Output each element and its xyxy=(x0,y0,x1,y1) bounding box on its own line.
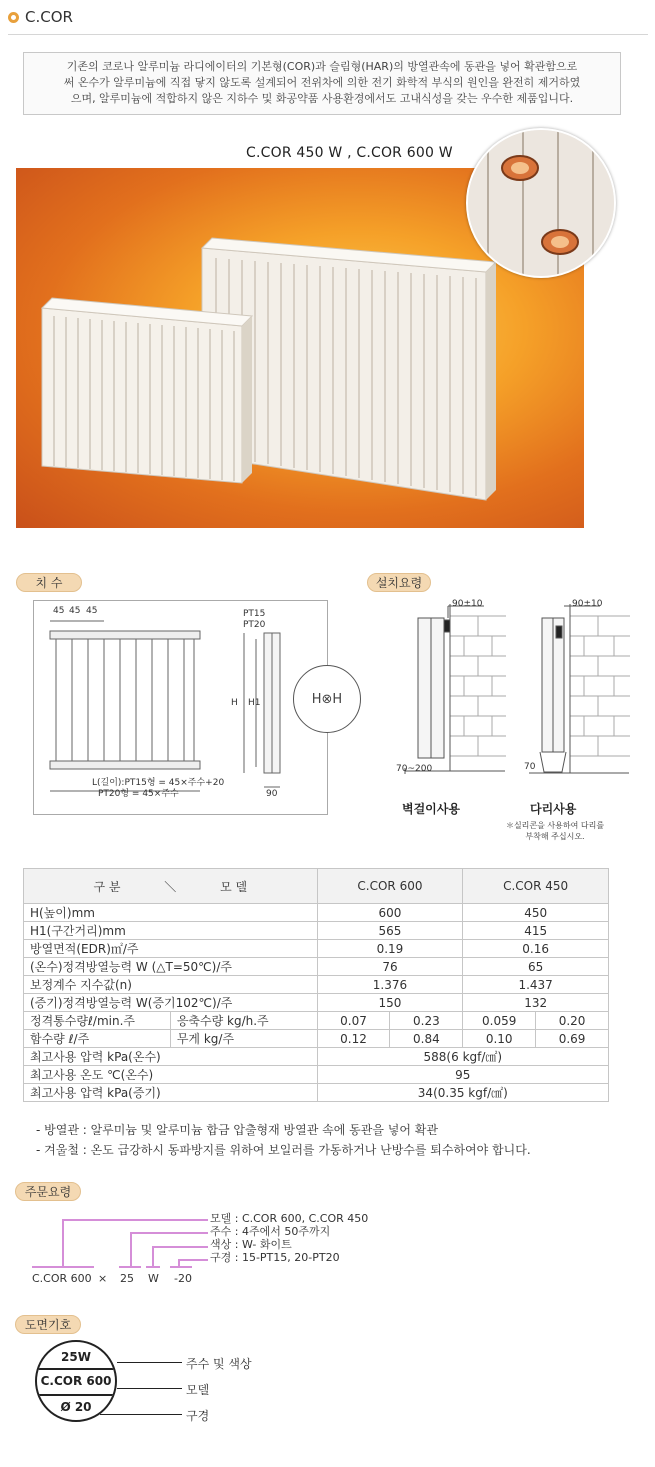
intro-line: 기존의 코로나 알루미늄 라디에이터의 기본형(COR)과 슬림형(HAR)의 방열관속에 동관을 넣어 확관함으로 xyxy=(66,60,578,73)
header-divider xyxy=(8,34,648,35)
order-label-model: 모델 : C.COR 600, C.COR 450 xyxy=(210,1212,369,1225)
notes xyxy=(36,1120,531,1160)
table-row: H1(구간거리)mm 565 415 xyxy=(24,922,609,940)
symbol-label-bot: 구경 xyxy=(186,1409,210,1423)
radiator-small xyxy=(42,298,252,483)
order-code-model: C.COR 600 xyxy=(32,1272,92,1285)
order-code-x: × xyxy=(98,1272,108,1285)
section-title-install: 설치요령 xyxy=(367,573,431,592)
pipe-detail-circle: H⊗H xyxy=(293,665,361,733)
section-title-symbol: 도면기호 xyxy=(15,1315,81,1334)
table-row: 최고사용 압력 kPa(증기) 34(0.35 kgf/㎠) xyxy=(24,1084,609,1102)
dimension-drawing xyxy=(33,600,328,815)
header-model-450: C.COR 450 xyxy=(463,869,609,904)
order-labels xyxy=(210,1212,368,1264)
order-code xyxy=(32,1272,192,1285)
length-formula-2: PT20형 = 45×주수 xyxy=(98,789,179,799)
intro-line: 으며, 알루미늄에 적합하지 않은 지하수 및 화공약품 사용환경에서도 고내식성을 갖는 우수한 제품입니다. xyxy=(70,92,574,105)
wall-floor-label: 70~200 xyxy=(396,764,433,774)
table-row: 정격통수량ℓ/min.주 응축수량 kg/h.주 0.07 0.23 0.059 0.20 xyxy=(24,1012,609,1030)
drawing-symbol xyxy=(35,1340,117,1422)
table-row: 함수량 ℓ/주 무게 kg/주 0.12 0.84 0.10 0.69 xyxy=(24,1030,609,1048)
install-wall-diagram xyxy=(396,596,510,796)
note-line: - 겨울철 : 온도 급강하시 동파방지를 위하여 보일러를 가동하거나 난방수를 퇴수하여야 합니다. xyxy=(36,1143,531,1157)
install-note xyxy=(500,820,610,842)
wall-mount-label: 벽걸이사용 xyxy=(402,802,460,816)
table-row: (증기)정격방열능력 W(증기102℃)/주 150 132 xyxy=(24,994,609,1012)
section-title-dimensions: 치 수 xyxy=(16,573,82,592)
spacing-45-b: 45 xyxy=(69,606,81,616)
table-header-row xyxy=(24,869,609,904)
leg-mount-label: 다리사용 xyxy=(530,802,577,816)
spacing-45-a: 45 xyxy=(53,606,65,616)
intro-line: 써 온수가 알루미늄에 직접 닿지 않도록 설계되어 전위차에 의한 전기 화학적 부식의 원인을 완전히 제거하였 xyxy=(63,76,581,89)
symbol-mid: C.COR 600 xyxy=(40,1374,112,1388)
table-row: (온수)정격방열능력 W (△T=50℃)/주 76 65 xyxy=(24,958,609,976)
table-row: 최고사용 온도 ℃(온수) 95 xyxy=(24,1066,609,1084)
order-label-count: 주수 : 4주에서 50주까지 xyxy=(210,1225,331,1238)
h-label: H xyxy=(231,698,238,708)
wall-gap-label: 90±10 xyxy=(452,599,483,609)
table-row: 최고사용 압력 kPa(온수) 588(6 kgf/㎠) xyxy=(24,1048,609,1066)
length-formula-1: L(길이):PT15형 = 45×주수+20 xyxy=(92,778,225,788)
install-note-line: 부착해 주십시오. xyxy=(525,832,585,841)
product-photo-title: C.COR 450 W , C.COR 600 W xyxy=(246,145,453,161)
install-note-line: ＊실리콘을 사용하여 다리를 xyxy=(505,821,605,830)
table-row: H(높이)mm 600 450 xyxy=(24,904,609,922)
h1-label: H1 xyxy=(248,698,261,708)
order-label-size: 구경 : 15-PT15, 20-PT20 xyxy=(210,1251,340,1264)
intro-box xyxy=(23,52,621,115)
pt15-label: PT15 xyxy=(243,609,266,619)
order-code-count: 25 xyxy=(120,1272,134,1285)
table-row: 보정계수 지수값(n) 1.376 1.437 xyxy=(24,976,609,994)
order-label-color: 색상 : W- 화이트 xyxy=(210,1238,292,1251)
note-line: - 방열관 : 알루미늄 및 알루미늄 합금 압출형재 방열관 속에 동관을 넣어 확관 xyxy=(36,1123,438,1137)
header-category: 구 분 ＼ 모 델 xyxy=(24,869,318,904)
symbol-label-mid: 모델 xyxy=(186,1383,210,1397)
order-code-color: W xyxy=(148,1272,159,1285)
page-header xyxy=(8,6,73,28)
symbol-top: 25W xyxy=(61,1350,91,1364)
spec-table xyxy=(23,868,609,1102)
circle-bullet-icon xyxy=(8,12,19,23)
copper-pipe-detail xyxy=(466,128,616,278)
page-title: C.COR xyxy=(25,8,73,26)
spacing-45-c: 45 xyxy=(86,606,98,616)
install-leg-diagram xyxy=(524,596,634,796)
header-model-600: C.COR 600 xyxy=(317,869,463,904)
table-row: 방열면적(EDR)㎡/주 0.19 0.16 xyxy=(24,940,609,958)
symbol-bot: Ø 20 xyxy=(60,1400,92,1414)
depth-90: 90 xyxy=(266,789,278,799)
order-code-size: -20 xyxy=(174,1272,192,1285)
section-title-order: 주문요령 xyxy=(15,1182,81,1201)
leg-floor-label: 70 xyxy=(524,762,536,772)
symbol-label-top: 주수 및 색상 xyxy=(186,1357,252,1371)
leg-gap-label: 90±10 xyxy=(572,599,603,609)
pt20-label: PT20 xyxy=(243,620,266,630)
